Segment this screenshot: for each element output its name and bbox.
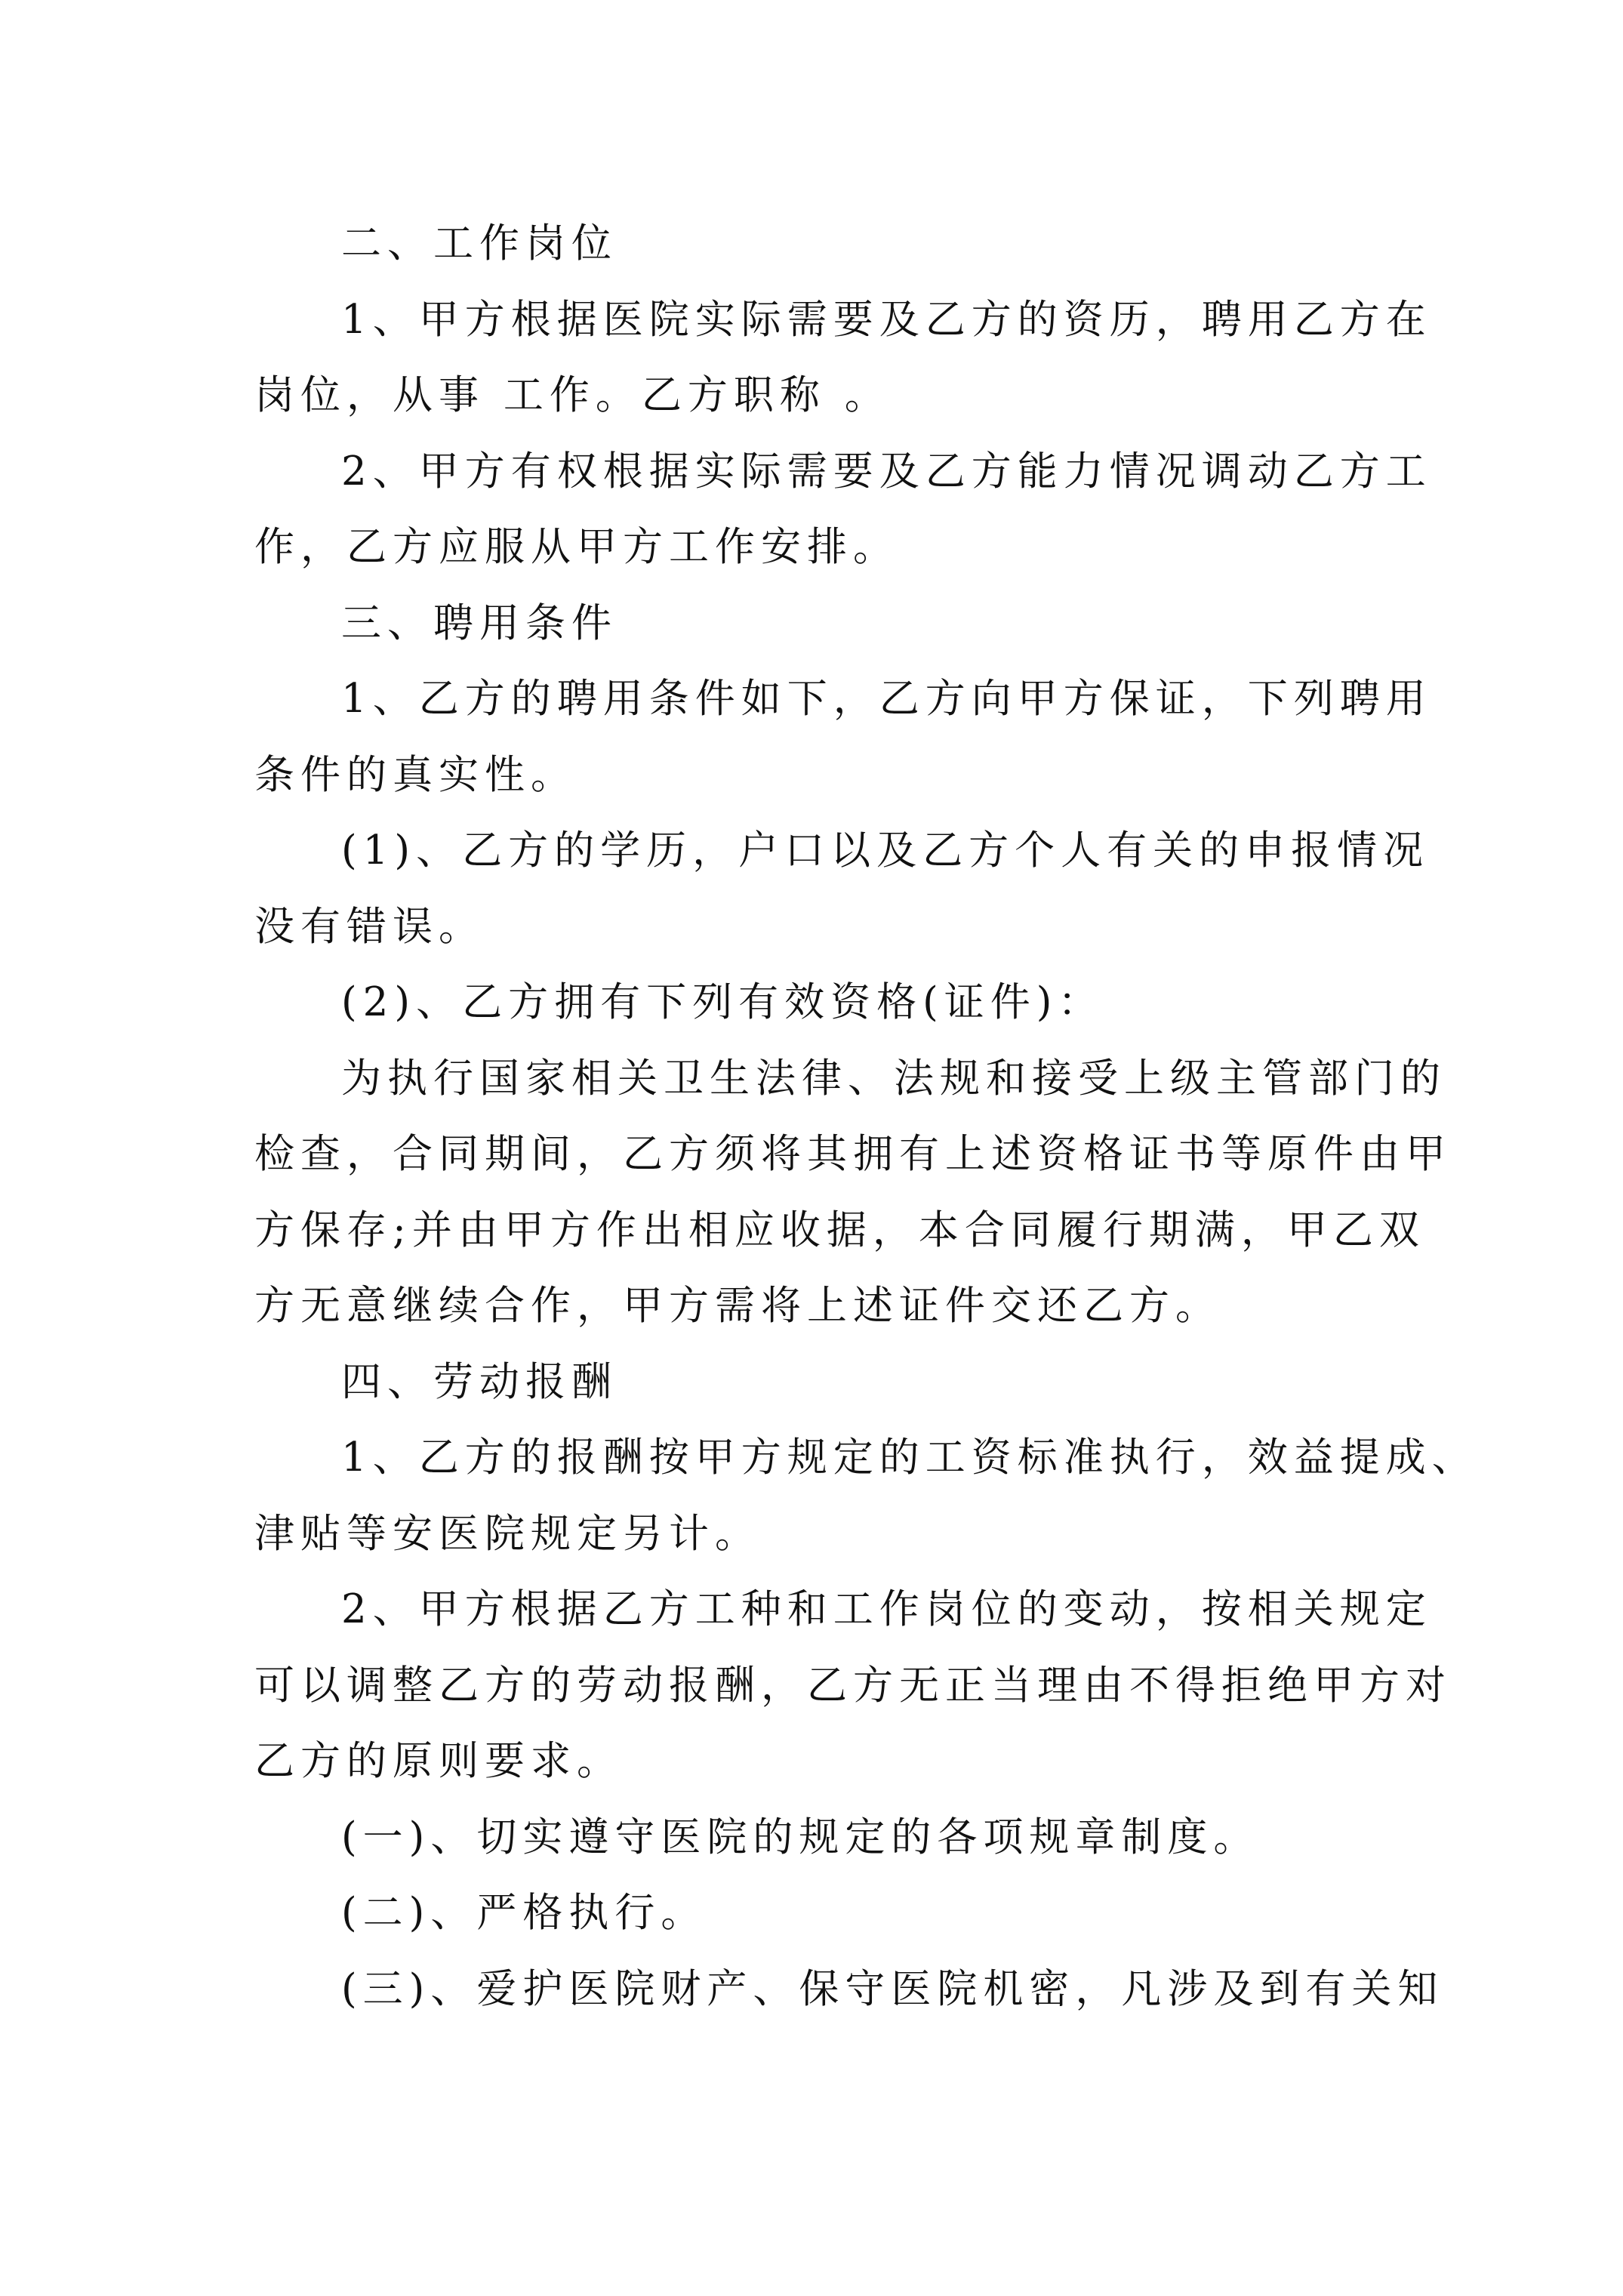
paragraph-line: 可以调整乙方的劳动报酬，乙方无正当理由不得拒绝甲方对 bbox=[254, 1663, 1452, 1709]
paragraph-line: (2)、乙方拥有下列有效资格(证件)： bbox=[341, 979, 1104, 1025]
paragraph-line: 津贴等安医院规定另计。 bbox=[254, 1511, 761, 1557]
paragraph-line: 没有错误。 bbox=[254, 904, 485, 950]
section-heading-remuneration: 四、劳动报酬 bbox=[341, 1359, 617, 1405]
paragraph-line: 方保存;并由甲方作出相应收据，本合同履行期满，甲乙双 bbox=[254, 1207, 1425, 1253]
paragraph-line: 1、乙方的聘用条件如下，乙方向甲方保证，下列聘用 bbox=[341, 676, 1432, 722]
paragraph-line: 乙方的原则要求。 bbox=[254, 1738, 623, 1784]
paragraph-line: 检查，合同期间，乙方须将其拥有上述资格证书等原件由甲 bbox=[254, 1131, 1452, 1177]
paragraph-line: 2、甲方有权根据实际需要及乙方能力情况调动乙方工 bbox=[341, 448, 1432, 495]
paragraph-line: 方无意继续合作，甲方需将上述证件交还乙方。 bbox=[254, 1283, 1221, 1329]
section-heading-hiring-conditions: 三、聘用条件 bbox=[341, 600, 617, 646]
paragraph-line: (三)、爱护医院财产、保守医院机密，凡涉及到有关知 bbox=[341, 1966, 1444, 2012]
paragraph-line: 1、乙方的报酬按甲方规定的工资标准执行，效益提成、 bbox=[341, 1435, 1478, 1481]
paragraph-line: (一)、切实遵守医院的规定的各项规章制度。 bbox=[341, 1814, 1260, 1860]
paragraph-line: 为执行国家相关卫生法律、法规和接受上级主管部门的 bbox=[341, 1056, 1446, 1102]
paragraph-line: 条件的真实性。 bbox=[254, 752, 577, 798]
paragraph-line: (二)、严格执行。 bbox=[341, 1890, 707, 1936]
paragraph-line: 1、甲方根据医院实际需要及乙方的资历，聘用乙方在 bbox=[341, 297, 1432, 343]
paragraph-line: (1)、乙方的学历，户口以及乙方个人有关的申报情况 bbox=[341, 827, 1430, 874]
section-heading-work-position: 二、工作岗位 bbox=[341, 220, 617, 267]
paragraph-line: 岗位，从事 工作。乙方职称 。 bbox=[254, 372, 891, 418]
paragraph-line: 作，乙方应服从甲方工作安排。 bbox=[254, 524, 899, 570]
paragraph-line: 2、甲方根据乙方工种和工作岗位的变动，按相关规定 bbox=[341, 1586, 1432, 1632]
